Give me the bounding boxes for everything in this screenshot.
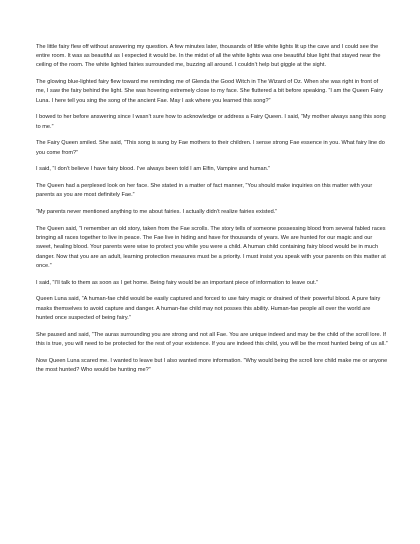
paragraph-11: She paused and said, “The auras surrounding you are strong and not all Fae. You are unique indeed and may be the child of the scroll lore. If this is true, you will need to be protected for the rest of your existence. If you are indeed this child, you will be the most hunted being of us all.”	[36, 331, 388, 347]
paragraph-5: I said, “I don’t believe I have fairy blood. I’ve always been told I am Elfin, Vampire and human.”	[36, 166, 271, 173]
paragraph-1: The little fairy flew off without answering my question. A few minutes later, thousands of little white lights lit up the cave and I could see the entire room. It was as beautiful as I expected it would be. In the midst of all the white lights was one beautiful blue light that stayed near the ceiling of the room. The white lighted fairies surrounded me, buzzing all around. I couldn’t help but giggle at the sight.	[36, 44, 381, 69]
paragraph-4: The Fairy Queen smiled. She said, “This song is sung by Fae mothers to their children. I sense strong Fae essence in you. What fairy line do you come from?”	[36, 140, 385, 156]
paragraph-6: The Queen had a perplexed look on her face. She stated in a matter of fact manner, “You should make inquiries on this matter with your parents as you are most definitely Fae.”	[36, 183, 373, 199]
document-body	[36, 43, 388, 383]
paragraph-8: The Queen said, “I remember an old story, taken from the Fae scrolls. The story tells of someone possessing blood from several fabled races bringing all races together to live in peace. The Fae live in hiding and have for thousands of years. We are hunted for our magic and our sweet, healing blood. Your parents were wise to protect you while you were a child. A human child containing fairy blood would be in much danger. Now that you are an adult, learning protection measures must be a priority. I must insist you speak with your parents on this matter at once.”	[36, 226, 386, 269]
paragraph-12: Now Queen Luna scared me. I wanted to leave but I also wanted more information. “Why would being the scroll lore child make me or anyone the most hunted? Who would be hunting me?”	[36, 357, 388, 373]
paragraph-10: Queen Luna said, “A human-fae child would be easily captured and forced to use fairy magic or drained of their powerful blood. A pure fairy masks themselves to avoid capture and danger. A human-fae child may not posses this ability. Human-fae people all over the world are hunted once suspected of being fairy.”	[36, 296, 381, 321]
paragraph-3: I bowed to her before answering since I wasn’t sure how to acknowledge or address a Fairy Queen. I said, “My mother always sang this song to me.”	[36, 114, 386, 130]
paragraph-2: The glowing blue-lighted fairy flew toward me reminding me of Glenda the Good Witch in The Wizard of Oz. When she was right in front of me, I saw the fairy behind the light. She was hovering extremely close to my face. She fluttered a bit before speaking. “I am the Queen Fairy Luna. I here tell you sing the song of the ancient Fae. May I ask where you learned this song?”	[36, 79, 384, 104]
paragraph-7: “My parents never mentioned anything to me about fairies. I actually didn’t realize fairies existed.”	[36, 209, 278, 216]
paragraph-9: I said, “I’ll talk to them as soon as I get home. Being fairy would be an important piece of information to leave out.”	[36, 279, 319, 286]
